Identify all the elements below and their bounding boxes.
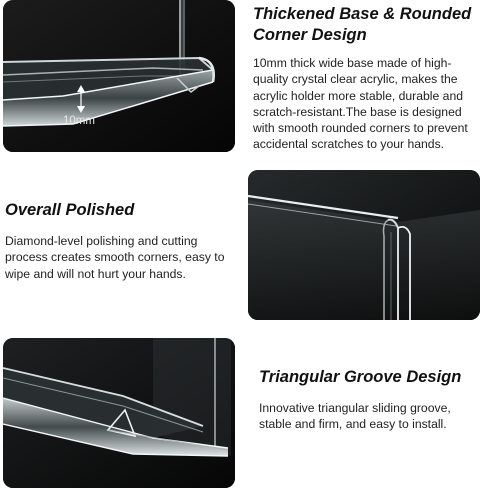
section-title-groove: Triangular Groove Design xyxy=(259,368,462,386)
triangular-groove-photo xyxy=(3,338,235,488)
triangular-groove-illustration xyxy=(3,338,235,488)
base-thickness-illustration xyxy=(3,0,235,152)
base-thickness-photo xyxy=(3,0,235,152)
thickness-label: 10mm xyxy=(63,115,95,127)
section-body-groove: Innovative triangular sliding groove, stable and firm, and easy to install. xyxy=(259,401,451,432)
polished-edge-photo xyxy=(248,170,480,320)
section-title-polished: Overall Polished xyxy=(5,201,135,219)
section-body-base: 10mm thick wide base made of high-quality crystal clear acrylic, makes the acrylic holder more stable, durable and scratch-resistant.The base is designed with smooth rounded corners to prevent accidental scratches to your hands. xyxy=(253,56,468,152)
section-title-base: Thickened Base & Rounded Corner Design xyxy=(253,5,472,44)
polished-edge-illustration xyxy=(248,170,480,320)
section-body-polished: Diamond-level polishing and cutting process creates smooth corners, easy to wipe and will not hurt your hands. xyxy=(5,234,225,281)
